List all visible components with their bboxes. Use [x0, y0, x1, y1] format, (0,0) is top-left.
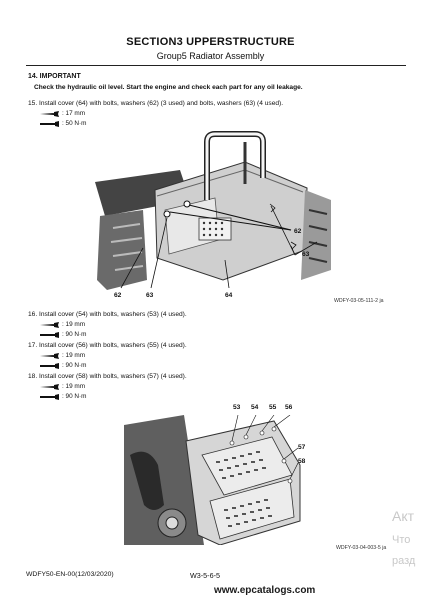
step-18-wrench-size: [40, 383, 85, 390]
callout-58: 58: [298, 458, 306, 465]
figure-2-code: WDFY-03-04-003-5 ja: [336, 545, 387, 551]
torque-wrench-icon: [40, 394, 60, 400]
wrench-icon: [40, 322, 60, 328]
cover-64-installation-figure: [95, 130, 335, 290]
callout-62-right: 62: [294, 228, 302, 235]
wrench-icon: [40, 384, 60, 390]
wrench-size-value: : 19 mm: [62, 352, 86, 359]
step-15-wrench-size: [40, 110, 85, 117]
wrench-size-value: : 19 mm: [62, 321, 86, 328]
callout-57: 57: [298, 444, 306, 451]
callout-54: 54: [251, 404, 259, 411]
torque-value: : 90 N·m: [62, 331, 87, 338]
step-17-torque: [40, 362, 87, 369]
edge-overlay-text-3: разд: [392, 555, 416, 567]
torque-value: : 50 N·m: [62, 120, 87, 127]
wrench-size-value: : 17 mm: [62, 110, 86, 117]
site-watermark: www.epcatalogs.com: [214, 585, 316, 596]
step-16-torque: [40, 331, 87, 338]
edge-overlay-text-2: Что: [392, 534, 411, 546]
callout-63-left: 63: [146, 292, 154, 299]
step-17-wrench-size: [40, 352, 85, 359]
step-16-text: 16. Install cover (54) with bolts, washers (53) (4 used).: [28, 311, 187, 318]
torque-value: : 90 N·m: [62, 393, 87, 400]
wrench-icon: [40, 111, 60, 117]
group-title: Group5 Radiator Assembly: [156, 51, 265, 61]
step-15-torque: [40, 120, 87, 127]
callout-63-right: 63: [302, 251, 310, 258]
figure-1-code: WDFY-03-05-111-2 ja: [334, 298, 384, 304]
step-16-wrench-size: [40, 321, 85, 328]
step-15-text: 15. Install cover (64) with bolts, washers (62) (3 used) and bolts, washers (63) (4 used).: [28, 100, 284, 107]
edge-overlay-text-1: Акт: [392, 508, 415, 524]
step-18-text: 18. Install cover (58) with bolts, washers (57) (4 used).: [28, 373, 187, 380]
callout-55: 55: [269, 404, 277, 411]
torque-wrench-icon: [40, 363, 60, 369]
wrench-size-value: : 19 mm: [62, 383, 86, 390]
page-number: W3-5-6-5: [190, 571, 220, 580]
callout-62-left: 62: [114, 292, 122, 299]
header-rule: [26, 65, 406, 66]
step-14-note: Check the hydraulic oil level. Start the engine and check each part for any oil leakage.: [34, 84, 303, 91]
step-18-torque: [40, 393, 87, 400]
callout-53: 53: [233, 404, 241, 411]
document-number: WDFY50-EN-00(12/03/2020): [26, 571, 114, 578]
torque-wrench-icon: [40, 121, 60, 127]
section-title: SECTION3 UPPERSTRUCTURE: [126, 36, 295, 48]
step-17-text: 17. Install cover (56) with bolts, washers (55) (4 used).: [28, 342, 187, 349]
callout-56: 56: [285, 404, 293, 411]
callout-64: 64: [225, 292, 233, 299]
wrench-icon: [40, 353, 60, 359]
step-14-title: 14. IMPORTANT: [28, 73, 81, 80]
torque-value: : 90 N·m: [62, 362, 87, 369]
covers-54-56-58-installation-figure: [124, 415, 314, 545]
torque-wrench-icon: [40, 332, 60, 338]
